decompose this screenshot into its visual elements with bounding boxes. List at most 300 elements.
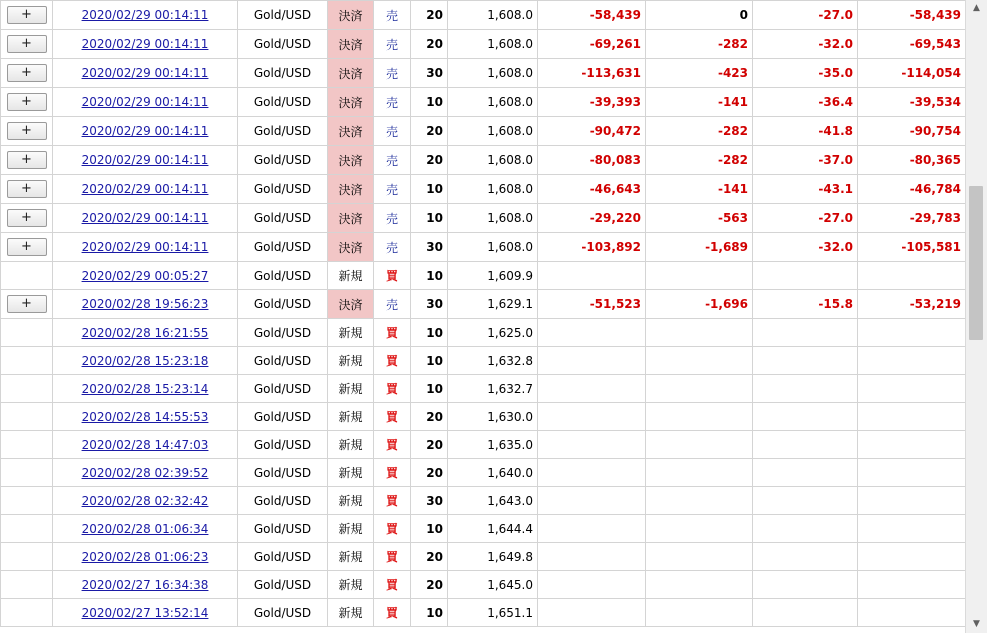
profit-loss-cell	[538, 403, 646, 431]
table-row	[1, 175, 966, 204]
quantity-cell: 10	[411, 319, 448, 347]
pips-cell	[753, 515, 858, 543]
side-cell: 買	[374, 431, 411, 459]
table-row	[1, 487, 966, 515]
side-cell: 売	[374, 233, 411, 262]
side-cell: 買	[374, 571, 411, 599]
expand-row-button[interactable]: +	[7, 93, 47, 111]
profit-loss-cell	[538, 543, 646, 571]
total-profit-cell	[858, 431, 966, 459]
total-profit-cell: -114,054	[858, 59, 966, 88]
expand-cell	[1, 30, 53, 59]
expand-row-button[interactable]: +	[7, 64, 47, 82]
date-cell	[53, 1, 238, 30]
table-row	[1, 204, 966, 233]
pips-cell	[753, 431, 858, 459]
trade-date-link[interactable]: 2020/02/28 01:06:34	[81, 521, 209, 536]
vertical-scrollbar[interactable]	[965, 0, 987, 633]
profit-loss-cell	[538, 375, 646, 403]
pips-cell: -32.0	[753, 233, 858, 262]
total-profit-cell: -39,534	[858, 88, 966, 117]
total-profit-cell	[858, 459, 966, 487]
profit-loss-cell	[538, 515, 646, 543]
trade-kind-cell: 新規	[328, 599, 374, 627]
trade-kind-cell: 決済	[328, 88, 374, 117]
price-cell: 1,625.0	[448, 319, 538, 347]
price-cell: 1,609.9	[448, 262, 538, 290]
trade-kind-cell: 新規	[328, 543, 374, 571]
expand-cell	[1, 599, 53, 627]
pips-cell: -15.8	[753, 290, 858, 319]
swap-cell	[646, 431, 753, 459]
side-cell: 買	[374, 403, 411, 431]
symbol-cell: Gold/USD	[238, 262, 328, 290]
price-cell: 1,632.7	[448, 375, 538, 403]
pips-cell	[753, 375, 858, 403]
quantity-cell: 10	[411, 88, 448, 117]
pips-cell: -27.0	[753, 204, 858, 233]
side-cell: 買	[374, 375, 411, 403]
side-cell: 売	[374, 30, 411, 59]
total-profit-cell: -29,783	[858, 204, 966, 233]
profit-loss-cell	[538, 459, 646, 487]
trade-date-link[interactable]: 2020/02/29 00:14:11	[81, 153, 209, 167]
trade-date-link[interactable]: 2020/02/27 13:52:14	[81, 605, 209, 620]
swap-cell	[646, 543, 753, 571]
quantity-cell: 10	[411, 347, 448, 375]
quantity-cell: 30	[411, 487, 448, 515]
trade-kind-cell: 新規	[328, 403, 374, 431]
date-cell	[53, 515, 238, 543]
price-cell: 1,608.0	[448, 146, 538, 175]
table-row	[1, 117, 966, 146]
trade-date-link[interactable]: 2020/02/28 02:32:42	[81, 493, 209, 508]
side-cell: 売	[374, 117, 411, 146]
quantity-cell: 30	[411, 233, 448, 262]
swap-cell: -563	[646, 204, 753, 233]
total-profit-cell	[858, 262, 966, 290]
price-cell: 1,645.0	[448, 571, 538, 599]
trade-date-link[interactable]: 2020/02/29 00:14:11	[81, 8, 209, 22]
trade-date-link[interactable]: 2020/02/29 00:14:11	[81, 66, 209, 80]
trade-date-link[interactable]: 2020/02/29 00:14:11	[81, 95, 209, 109]
profit-loss-cell: -58,439	[538, 1, 646, 30]
profit-loss-cell: -51,523	[538, 290, 646, 319]
trade-date-link[interactable]: 2020/02/29 00:14:11	[81, 211, 209, 225]
chevron-up-icon[interactable]: ▲	[973, 3, 980, 13]
profit-loss-cell: -103,892	[538, 233, 646, 262]
trade-date-link[interactable]: 2020/02/28 01:06:23	[81, 549, 209, 564]
trade-kind-cell: 新規	[328, 571, 374, 599]
price-cell: 1,608.0	[448, 175, 538, 204]
pips-cell	[753, 599, 858, 627]
table-row	[1, 599, 966, 627]
trade-date-link[interactable]: 2020/02/29 00:05:27	[81, 268, 209, 283]
pips-cell	[753, 262, 858, 290]
price-cell: 1,608.0	[448, 1, 538, 30]
expand-row-button[interactable]: +	[7, 35, 47, 53]
symbol-cell: Gold/USD	[238, 487, 328, 515]
expand-cell	[1, 117, 53, 146]
swap-cell	[646, 347, 753, 375]
pips-cell: -35.0	[753, 59, 858, 88]
date-cell	[53, 262, 238, 290]
side-cell: 買	[374, 319, 411, 347]
table-row	[1, 403, 966, 431]
symbol-cell: Gold/USD	[238, 375, 328, 403]
table-row	[1, 233, 966, 262]
swap-cell	[646, 262, 753, 290]
quantity-cell: 20	[411, 571, 448, 599]
pips-cell	[753, 543, 858, 571]
side-cell: 売	[374, 88, 411, 117]
total-profit-cell	[858, 515, 966, 543]
total-profit-cell	[858, 375, 966, 403]
profit-loss-cell	[538, 487, 646, 515]
side-cell: 買	[374, 262, 411, 290]
symbol-cell: Gold/USD	[238, 204, 328, 233]
pips-cell	[753, 347, 858, 375]
table-row	[1, 1, 966, 30]
date-cell	[53, 431, 238, 459]
total-profit-cell: -53,219	[858, 290, 966, 319]
expand-cell	[1, 88, 53, 117]
trade-kind-cell: 決済	[328, 30, 374, 59]
profit-loss-cell	[538, 571, 646, 599]
symbol-cell: Gold/USD	[238, 571, 328, 599]
table-row	[1, 30, 966, 59]
swap-cell	[646, 459, 753, 487]
date-cell	[53, 347, 238, 375]
symbol-cell: Gold/USD	[238, 1, 328, 30]
table-row	[1, 431, 966, 459]
date-cell	[53, 59, 238, 88]
side-cell: 売	[374, 290, 411, 319]
swap-cell: -1,696	[646, 290, 753, 319]
expand-row-button[interactable]: +	[7, 122, 47, 140]
date-cell	[53, 599, 238, 627]
side-cell: 買	[374, 487, 411, 515]
expand-cell	[1, 59, 53, 88]
expand-cell	[1, 175, 53, 204]
quantity-cell: 10	[411, 204, 448, 233]
quantity-cell: 10	[411, 515, 448, 543]
table-row	[1, 59, 966, 88]
swap-cell: -282	[646, 30, 753, 59]
profit-loss-cell: -90,472	[538, 117, 646, 146]
quantity-cell: 30	[411, 59, 448, 88]
table-row	[1, 515, 966, 543]
swap-cell: -141	[646, 175, 753, 204]
expand-cell	[1, 403, 53, 431]
trade-kind-cell: 決済	[328, 290, 374, 319]
profit-loss-cell: -113,631	[538, 59, 646, 88]
side-cell: 売	[374, 204, 411, 233]
symbol-cell: Gold/USD	[238, 319, 328, 347]
side-cell: 買	[374, 543, 411, 571]
trade-date-link[interactable]: 2020/02/27 16:34:38	[81, 577, 209, 592]
symbol-cell: Gold/USD	[238, 290, 328, 319]
swap-cell: 0	[646, 1, 753, 30]
trade-date-link[interactable]: 2020/02/28 14:47:03	[81, 437, 209, 452]
quantity-cell: 20	[411, 403, 448, 431]
table-row	[1, 459, 966, 487]
symbol-cell: Gold/USD	[238, 233, 328, 262]
chevron-down-icon[interactable]: ▼	[973, 619, 980, 629]
profit-loss-cell	[538, 431, 646, 459]
expand-cell	[1, 146, 53, 175]
quantity-cell: 20	[411, 543, 448, 571]
swap-cell	[646, 319, 753, 347]
table-row	[1, 290, 966, 319]
swap-cell	[646, 375, 753, 403]
swap-cell	[646, 515, 753, 543]
price-cell: 1,630.0	[448, 403, 538, 431]
quantity-cell: 10	[411, 375, 448, 403]
swap-cell: -423	[646, 59, 753, 88]
trade-kind-cell: 決済	[328, 1, 374, 30]
trade-kind-cell: 決済	[328, 59, 374, 88]
trade-kind-cell: 新規	[328, 431, 374, 459]
trade-date-link[interactable]: 2020/02/29 00:14:11	[81, 182, 209, 196]
date-cell	[53, 571, 238, 599]
total-profit-cell	[858, 543, 966, 571]
trade-kind-cell: 決済	[328, 233, 374, 262]
swap-cell: -141	[646, 88, 753, 117]
expand-cell	[1, 319, 53, 347]
total-profit-cell: -80,365	[858, 146, 966, 175]
trade-kind-cell: 決済	[328, 175, 374, 204]
date-cell	[53, 290, 238, 319]
expand-cell	[1, 487, 53, 515]
profit-loss-cell: -69,261	[538, 30, 646, 59]
profit-loss-cell: -39,393	[538, 88, 646, 117]
trade-date-link[interactable]: 2020/02/28 16:21:55	[81, 325, 209, 340]
pips-cell: -36.4	[753, 88, 858, 117]
pips-cell: -41.8	[753, 117, 858, 146]
date-cell	[53, 117, 238, 146]
date-cell	[53, 459, 238, 487]
pips-cell	[753, 571, 858, 599]
trade-kind-cell: 新規	[328, 319, 374, 347]
profit-loss-cell: -29,220	[538, 204, 646, 233]
symbol-cell: Gold/USD	[238, 117, 328, 146]
pips-cell	[753, 487, 858, 515]
swap-cell	[646, 599, 753, 627]
expand-cell	[1, 204, 53, 233]
side-cell: 買	[374, 459, 411, 487]
date-cell	[53, 375, 238, 403]
side-cell: 売	[374, 175, 411, 204]
profit-loss-cell	[538, 347, 646, 375]
trade-kind-cell: 決済	[328, 117, 374, 146]
quantity-cell: 20	[411, 431, 448, 459]
total-profit-cell	[858, 571, 966, 599]
total-profit-cell	[858, 403, 966, 431]
price-cell: 1,608.0	[448, 117, 538, 146]
expand-row-button[interactable]: +	[7, 238, 47, 256]
total-profit-cell: -105,581	[858, 233, 966, 262]
price-cell: 1,608.0	[448, 204, 538, 233]
side-cell: 売	[374, 146, 411, 175]
total-profit-cell	[858, 599, 966, 627]
total-profit-cell	[858, 487, 966, 515]
expand-row-button[interactable]: +	[7, 295, 47, 313]
price-cell: 1,643.0	[448, 487, 538, 515]
quantity-cell: 20	[411, 117, 448, 146]
table-row	[1, 543, 966, 571]
expand-row-button[interactable]: +	[7, 151, 47, 169]
trade-date-link[interactable]: 2020/02/28 19:56:23	[81, 297, 209, 311]
symbol-cell: Gold/USD	[238, 175, 328, 204]
total-profit-cell: -69,543	[858, 30, 966, 59]
expand-cell	[1, 571, 53, 599]
expand-cell	[1, 290, 53, 319]
price-cell: 1,640.0	[448, 459, 538, 487]
price-cell: 1,635.0	[448, 431, 538, 459]
total-profit-cell	[858, 347, 966, 375]
expand-cell	[1, 375, 53, 403]
symbol-cell: Gold/USD	[238, 347, 328, 375]
date-cell	[53, 403, 238, 431]
total-profit-cell: -90,754	[858, 117, 966, 146]
trade-date-link[interactable]: 2020/02/29 00:14:11	[81, 37, 209, 51]
trade-date-link[interactable]: 2020/02/28 02:39:52	[81, 465, 209, 480]
price-cell: 1,608.0	[448, 88, 538, 117]
side-cell: 売	[374, 59, 411, 88]
expand-row-button[interactable]: +	[7, 180, 47, 198]
trade-date-link[interactable]: 2020/02/28 15:23:18	[81, 353, 209, 368]
date-cell	[53, 233, 238, 262]
expand-cell	[1, 233, 53, 262]
scrollbar-thumb[interactable]	[969, 186, 983, 340]
trade-kind-cell: 決済	[328, 146, 374, 175]
date-cell	[53, 30, 238, 59]
profit-loss-cell	[538, 262, 646, 290]
quantity-cell: 20	[411, 1, 448, 30]
date-cell	[53, 543, 238, 571]
pips-cell: -37.0	[753, 146, 858, 175]
expand-cell	[1, 431, 53, 459]
quantity-cell: 20	[411, 146, 448, 175]
expand-row-button[interactable]: +	[7, 209, 47, 227]
total-profit-cell: -58,439	[858, 1, 966, 30]
trade-kind-cell: 新規	[328, 515, 374, 543]
trade-date-link[interactable]: 2020/02/29 00:14:11	[81, 240, 209, 254]
total-profit-cell	[858, 319, 966, 347]
date-cell	[53, 88, 238, 117]
date-cell	[53, 146, 238, 175]
date-cell	[53, 204, 238, 233]
swap-cell	[646, 571, 753, 599]
quantity-cell: 10	[411, 262, 448, 290]
symbol-cell: Gold/USD	[238, 88, 328, 117]
table-row	[1, 262, 966, 290]
profit-loss-cell	[538, 599, 646, 627]
quantity-cell: 10	[411, 599, 448, 627]
date-cell	[53, 319, 238, 347]
table-row	[1, 375, 966, 403]
table-row	[1, 146, 966, 175]
symbol-cell: Gold/USD	[238, 403, 328, 431]
pips-cell	[753, 319, 858, 347]
expand-cell	[1, 347, 53, 375]
side-cell: 買	[374, 515, 411, 543]
symbol-cell: Gold/USD	[238, 599, 328, 627]
swap-cell: -282	[646, 146, 753, 175]
profit-loss-cell: -46,643	[538, 175, 646, 204]
trade-kind-cell: 決済	[328, 204, 374, 233]
pips-cell: -43.1	[753, 175, 858, 204]
price-cell: 1,649.8	[448, 543, 538, 571]
trade-kind-cell: 新規	[328, 347, 374, 375]
trade-kind-cell: 新規	[328, 459, 374, 487]
swap-cell: -1,689	[646, 233, 753, 262]
quantity-cell: 20	[411, 30, 448, 59]
expand-cell	[1, 1, 53, 30]
trade-kind-cell: 新規	[328, 487, 374, 515]
expand-row-button[interactable]: +	[7, 6, 47, 24]
date-cell	[53, 175, 238, 204]
side-cell: 買	[374, 347, 411, 375]
symbol-cell: Gold/USD	[238, 30, 328, 59]
trade-date-link[interactable]: 2020/02/28 15:23:14	[81, 381, 209, 396]
price-cell: 1,629.1	[448, 290, 538, 319]
swap-cell	[646, 487, 753, 515]
table-row	[1, 88, 966, 117]
total-profit-cell: -46,784	[858, 175, 966, 204]
pips-cell	[753, 403, 858, 431]
table-row	[1, 319, 966, 347]
quantity-cell: 10	[411, 175, 448, 204]
symbol-cell: Gold/USD	[238, 431, 328, 459]
price-cell: 1,632.8	[448, 347, 538, 375]
symbol-cell: Gold/USD	[238, 543, 328, 571]
expand-cell	[1, 262, 53, 290]
date-cell	[53, 487, 238, 515]
profit-loss-cell: -80,083	[538, 146, 646, 175]
symbol-cell: Gold/USD	[238, 146, 328, 175]
symbol-cell: Gold/USD	[238, 459, 328, 487]
price-cell: 1,651.1	[448, 599, 538, 627]
quantity-cell: 30	[411, 290, 448, 319]
swap-cell: -282	[646, 117, 753, 146]
trade-kind-cell: 新規	[328, 375, 374, 403]
side-cell: 売	[374, 1, 411, 30]
symbol-cell: Gold/USD	[238, 59, 328, 88]
profit-loss-cell	[538, 319, 646, 347]
price-cell: 1,608.0	[448, 30, 538, 59]
trade-kind-cell: 新規	[328, 262, 374, 290]
quantity-cell: 20	[411, 459, 448, 487]
expand-cell	[1, 459, 53, 487]
swap-cell	[646, 403, 753, 431]
table-row	[1, 347, 966, 375]
side-cell: 買	[374, 599, 411, 627]
price-cell: 1,644.4	[448, 515, 538, 543]
trade-date-link[interactable]: 2020/02/29 00:14:11	[81, 124, 209, 138]
trade-date-link[interactable]: 2020/02/28 14:55:53	[81, 409, 209, 424]
price-cell: 1,608.0	[448, 233, 538, 262]
symbol-cell: Gold/USD	[238, 515, 328, 543]
price-cell: 1,608.0	[448, 59, 538, 88]
pips-cell	[753, 459, 858, 487]
table-row	[1, 571, 966, 599]
expand-cell	[1, 515, 53, 543]
pips-cell: -27.0	[753, 1, 858, 30]
pips-cell: -32.0	[753, 30, 858, 59]
expand-cell	[1, 543, 53, 571]
